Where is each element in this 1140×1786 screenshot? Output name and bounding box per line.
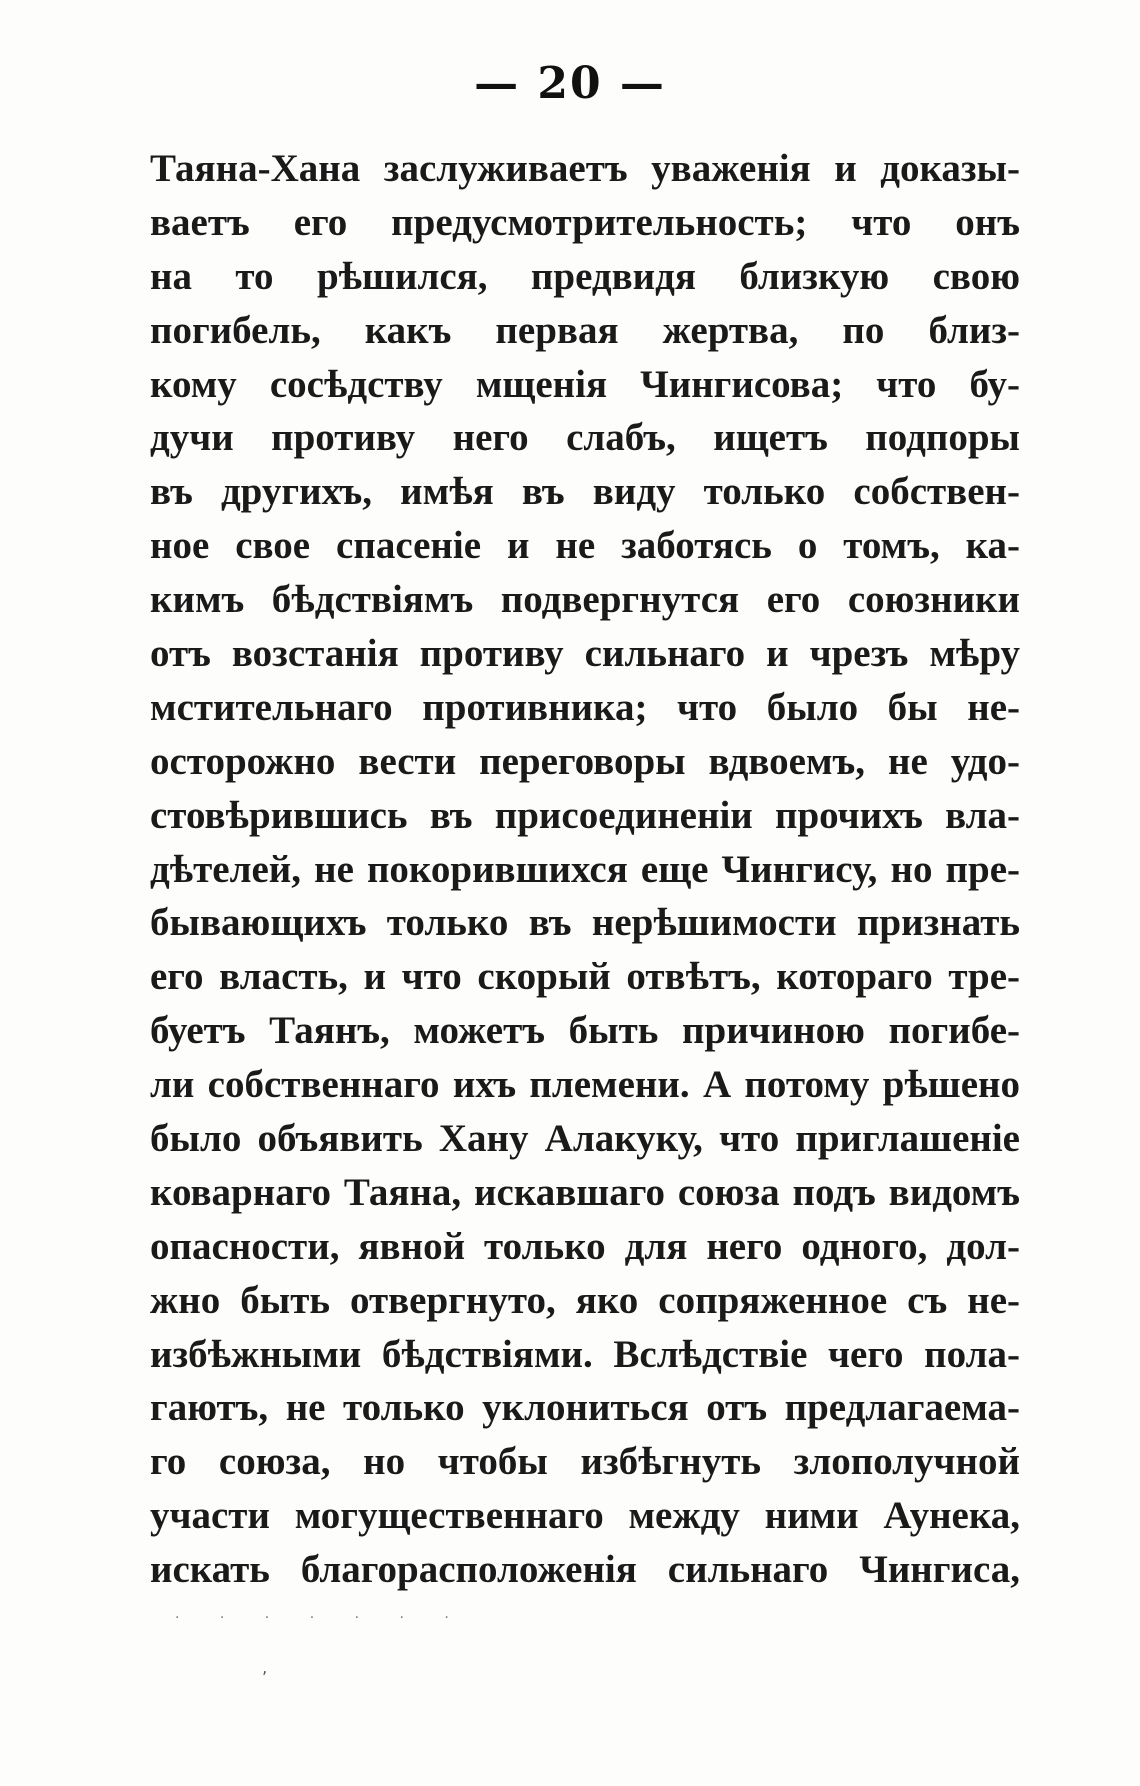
body-text [150,142,1020,1597]
text-line: ли собственнаго ихъ племени. А потому рѣшено [150,1063,1020,1107]
text-line: избѣжными бѣдствіями. Вслѣдствіе чего пола- [150,1332,1020,1376]
text-line: жно быть отвергнуто, яко сопряженное съ не- [150,1278,1020,1322]
text-line: гаютъ, не только уклониться отъ предлагаема- [150,1386,1020,1430]
text-line: ваетъ его предусмотрительность; что онъ [150,200,1020,244]
text-line: коварнаго Таяна, искавшаго союза подъ видомъ [150,1170,1020,1214]
text-line: осторожно вести переговоры вдвоемъ, не удо- [150,739,1020,783]
text-line: искать благорасположенія сильнаго Чингиса, [150,1548,1020,1592]
text-line: ное свое спасеніе и не заботясь о томъ, ка- [150,524,1020,568]
text-line: его власть, и что скорый отвѣтъ, котораго тре- [150,955,1020,999]
text-line: бывающихъ только въ нерѣшимости признать [150,901,1020,945]
text-line: дучи противу него слабъ, ищетъ подпоры [150,416,1020,460]
print-speck: ‚ [262,1658,268,1677]
text-line: кому сосѣдству мщенія Чингисова; что бу- [150,362,1020,406]
text-line: на то рѣшился, предвидя близкую свою [150,254,1020,298]
text-line: буетъ Таянъ, можетъ быть причиною погибе- [150,1009,1020,1053]
text-line: отъ возстанія противу сильнаго и чрезъ мѣру [150,632,1020,676]
page-number: — 20 — [474,58,666,109]
text-line: опасности, явной только для него одного, дол- [150,1224,1020,1268]
text-line: участи могущественнаго между ними Аунека, [150,1494,1020,1538]
text-line: го союза, но чтобы избѣгнуть злополучной [150,1440,1020,1484]
text-line: мстительнаго противника; что было бы не- [150,685,1020,729]
text-line: кимъ бѣдствіямъ подвергнутся его союзники [150,578,1020,622]
text-line: Таяна-Хана заслуживаетъ уваженія и доказы- [150,147,1020,190]
text-line: дѣтелей, не покорившихся еще Чингису, но пре- [150,847,1020,891]
text-line: стовѣрившись въ присоединеніи прочихъ вла- [150,793,1020,837]
print-specks: · · · · · · · [175,1610,467,1626]
text-line: было объявить Хану Алакуку, что приглашеніе [150,1117,1020,1161]
text-line: погибель, какъ первая жертва, по близ- [150,308,1020,352]
text-line: въ другихъ, имѣя въ виду только собствен- [150,470,1020,514]
